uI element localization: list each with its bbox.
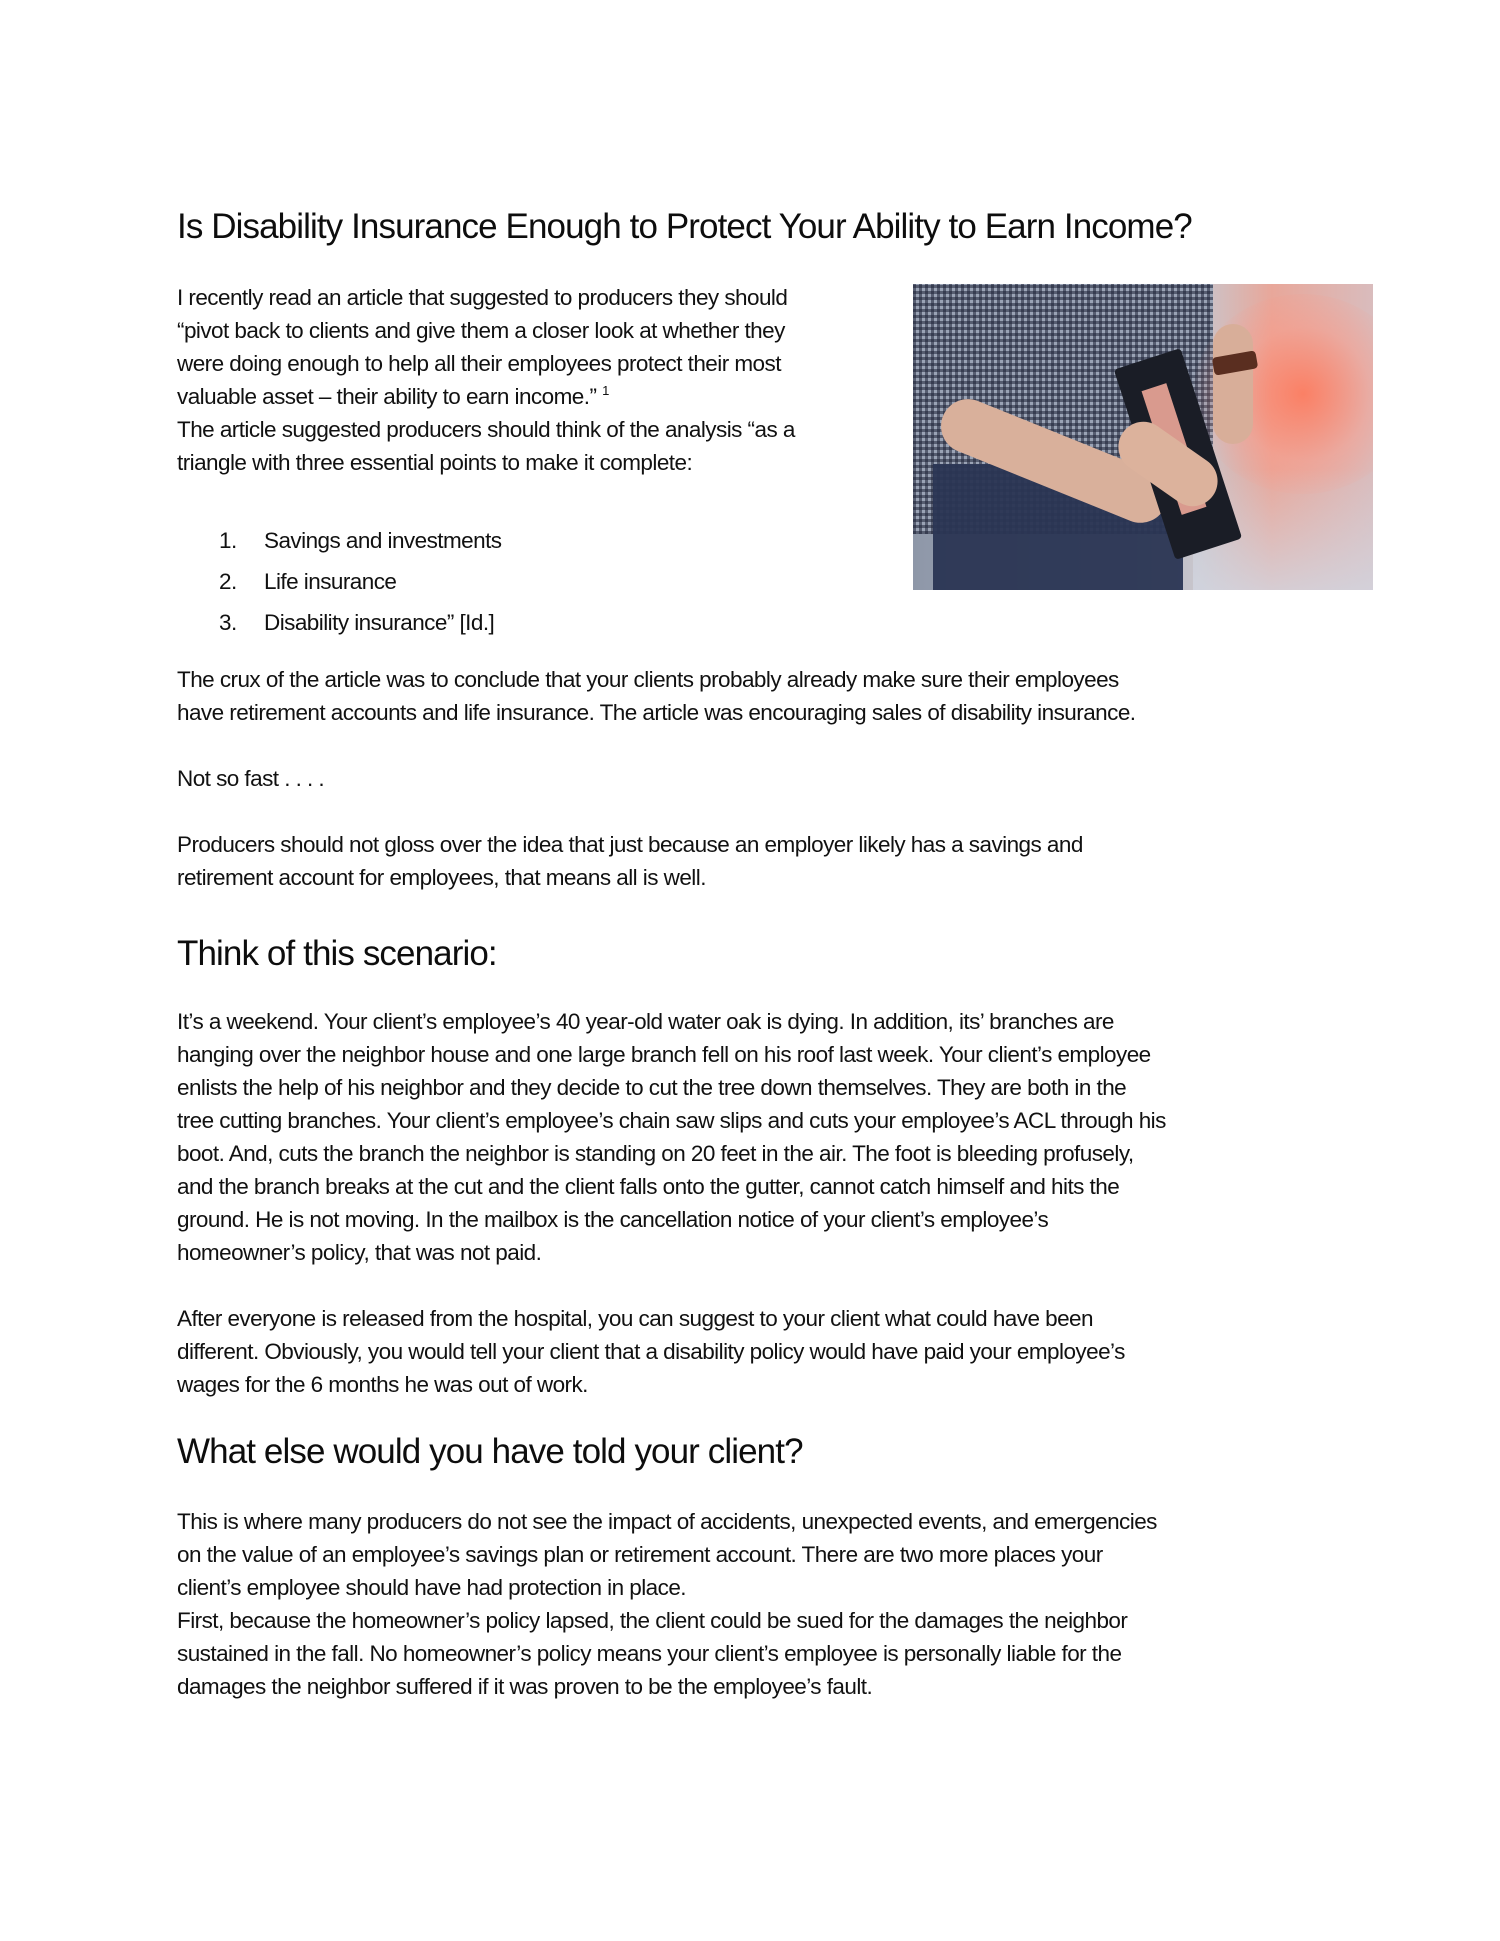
scenario-paragraph [177, 1005, 1166, 1269]
text-line: Producers should not gloss over the idea that just because an employer likely has a savings and [177, 832, 1083, 857]
page-title: Is Disability Insurance Enough to Protect Your Ability to Earn Income? [177, 207, 1192, 246]
producers-paragraph [177, 828, 1083, 894]
list-number: 1. [219, 528, 237, 553]
text-line: sustained in the fall. No homeowner’s policy means your client’s employee is personally liable for the [177, 1641, 1122, 1666]
triangle-list [219, 520, 502, 643]
list-item [219, 520, 502, 561]
text-line: Not so fast . . . . [177, 766, 325, 791]
list-item [219, 561, 502, 602]
text-line: wages for the 6 months he was out of work. [177, 1372, 588, 1397]
crux-paragraph [177, 663, 1136, 729]
text-fragment: valuable asset – their ability to earn income.” [177, 384, 597, 409]
wallet-photo [913, 284, 1373, 590]
list-item [219, 602, 502, 643]
text-line: First, because the homeowner’s policy lapsed, the client could be sued for the damages the neighbor [177, 1608, 1128, 1633]
list-number: 3. [219, 610, 237, 635]
section-heading-scenario: Think of this scenario: [177, 934, 497, 973]
text-line: After everyone is released from the hospital, you can suggest to your client what could have been [177, 1306, 1093, 1331]
text-line: and the branch breaks at the cut and the client falls onto the gutter, cannot catch himself and hits the [177, 1174, 1120, 1199]
text-line: homeowner’s policy, that was not paid. [177, 1240, 542, 1265]
text-line: tree cutting branches. Your client’s employee’s chain saw slips and cuts your employee’s ACL through his [177, 1108, 1166, 1133]
arm-shape [1213, 324, 1253, 444]
footnote-marker[interactable]: 1 [602, 383, 609, 398]
list-text: Savings and investments [264, 528, 502, 553]
after-hospital-paragraph [177, 1302, 1125, 1401]
text-line: on the value of an employee’s savings plan or retirement account. There are two more places your [177, 1542, 1103, 1567]
not-so-fast-paragraph [177, 762, 324, 795]
text-line: ground. He is not moving. In the mailbox is the cancellation notice of your client’s employee’s [177, 1207, 1049, 1232]
text-line: The crux of the article was to conclude that your clients probably already make sure their employees [177, 667, 1119, 692]
text-line: damages the neighbor suffered if it was proven to be the employee’s fault. [177, 1674, 873, 1699]
section-heading-what-else: What else would you have told your client? [177, 1432, 803, 1471]
text-line: “pivot back to clients and give them a closer look at whether they [177, 318, 785, 343]
text-line: retirement account for employees, that means all is well. [177, 865, 706, 890]
text-line: It’s a weekend. Your client’s employee’s 40 year-old water oak is dying. In addition, its’ branches are [177, 1009, 1114, 1034]
text-line [177, 380, 795, 413]
text-line: client’s employee should have had protection in place. [177, 1575, 686, 1600]
text-line: different. Obviously, you would tell your client that a disability policy would have paid your employee’s [177, 1339, 1125, 1364]
text-line: enlists the help of his neighbor and they decide to cut the tree down themselves. They are both in the [177, 1075, 1127, 1100]
text-line: This is where many producers do not see the impact of accidents, unexpected events, and emergencies [177, 1509, 1157, 1534]
text-line: were doing enough to help all their employees protect their most [177, 351, 781, 376]
text-line: boot. And, cuts the branch the neighbor is standing on 20 feet in the air. The foot is bleeding profusely, [177, 1141, 1134, 1166]
list-number: 2. [219, 569, 237, 594]
list-text: Disability insurance” [Id.] [264, 610, 495, 635]
text-line: The article suggested producers should think of the analysis “as a [177, 417, 795, 442]
what-else-paragraph [177, 1505, 1157, 1703]
text-line: hanging over the neighbor house and one large branch fell on his roof last week. Your client’s employee [177, 1042, 1151, 1067]
text-line: have retirement accounts and life insurance. The article was encouraging sales of disability insurance. [177, 700, 1136, 725]
list-text: Life insurance [264, 569, 397, 594]
text-line: I recently read an article that suggested to producers they should [177, 285, 788, 310]
text-line: triangle with three essential points to make it complete: [177, 450, 693, 475]
intro-paragraph [177, 281, 795, 479]
